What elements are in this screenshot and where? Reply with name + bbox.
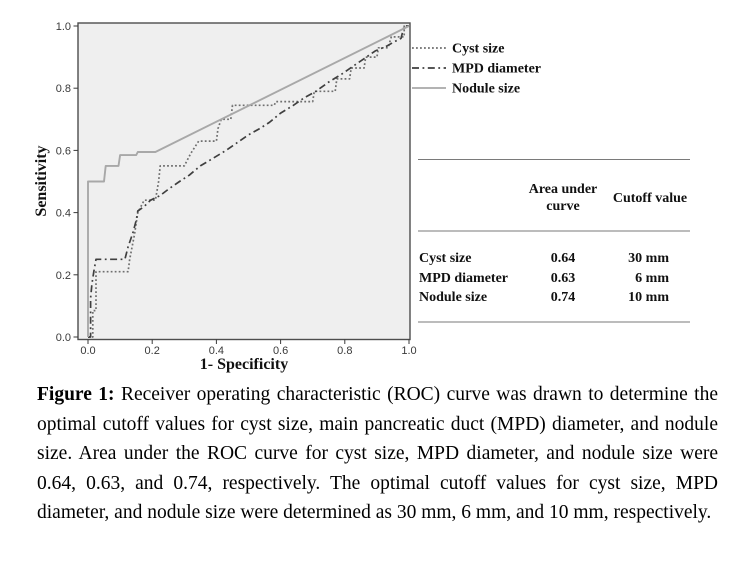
x-axis-title: 1- Specificity <box>199 356 289 373</box>
table-row-label-cyst-size: Cyst size <box>419 251 472 266</box>
plot-area <box>78 23 410 340</box>
figure-caption-label: Figure 1: <box>37 384 115 405</box>
table-cell-cutoff-nodule-size: 10 mm <box>628 290 669 305</box>
svg-text:1.0: 1.0 <box>401 345 417 357</box>
table-row-label-nodule-size: Nodule size <box>419 290 488 305</box>
table-cell-cutoff-mpd-diameter: 6 mm <box>635 271 669 286</box>
svg-text:0.6: 0.6 <box>272 345 289 357</box>
table-row <box>419 290 669 305</box>
svg-text:0.0: 0.0 <box>55 332 71 344</box>
y-axis-title: Sensitivity <box>33 145 50 217</box>
chart-legend <box>412 42 541 97</box>
svg-text:0.8: 0.8 <box>55 83 71 96</box>
legend-label-cyst-size: Cyst size <box>452 41 505 57</box>
table-cell-cutoff-cyst-size: 30 mm <box>628 251 669 266</box>
svg-text:0.0: 0.0 <box>80 345 96 357</box>
figure-caption <box>37 380 718 528</box>
table-header-auc-line2: curve <box>546 199 580 214</box>
y-axis-ticks <box>56 21 78 344</box>
table-row <box>419 271 669 286</box>
svg-text:0.8: 0.8 <box>337 345 353 357</box>
legend-label-nodule-size: Nodule size <box>452 81 521 97</box>
table-cell-auc-cyst-size: 0.64 <box>550 251 576 266</box>
summary-table <box>418 160 690 323</box>
svg-text:0.4: 0.4 <box>55 207 71 220</box>
figure-caption-text: Receiver operating characteristic (ROC) curve was drawn to determine the optimal cutoff values for cyst size, main pancreatic duct (MPD) diameter, and nodule size. Area under the ROC curve for cyst size, MPD diameter, and nodule size were 0.64, 0.63, and 0.74, respectively. The optimal cutoff values for cyst size, MPD diameter, and nodule size were determined as 30 mm, 6 mm, and 10 mm, respectively. <box>37 384 718 523</box>
table-row <box>419 251 669 266</box>
svg-text:1.0: 1.0 <box>55 21 71 33</box>
svg-text:0.6: 0.6 <box>55 145 71 158</box>
table-row-label-mpd-diameter: MPD diameter <box>419 271 509 286</box>
table-cell-auc-nodule-size: 0.74 <box>550 290 576 305</box>
table-header-cutoff: Cutoff value <box>612 191 688 206</box>
svg-text:0.2: 0.2 <box>144 345 160 357</box>
table-header-auc-line1: Area under <box>528 182 598 197</box>
svg-text:0.4: 0.4 <box>208 345 225 357</box>
table-cell-auc-mpd-diameter: 0.63 <box>550 271 576 286</box>
svg-text:0.2: 0.2 <box>55 269 71 282</box>
x-axis-ticks <box>80 340 416 358</box>
legend-label-mpd-diameter: MPD diameter <box>452 61 542 77</box>
